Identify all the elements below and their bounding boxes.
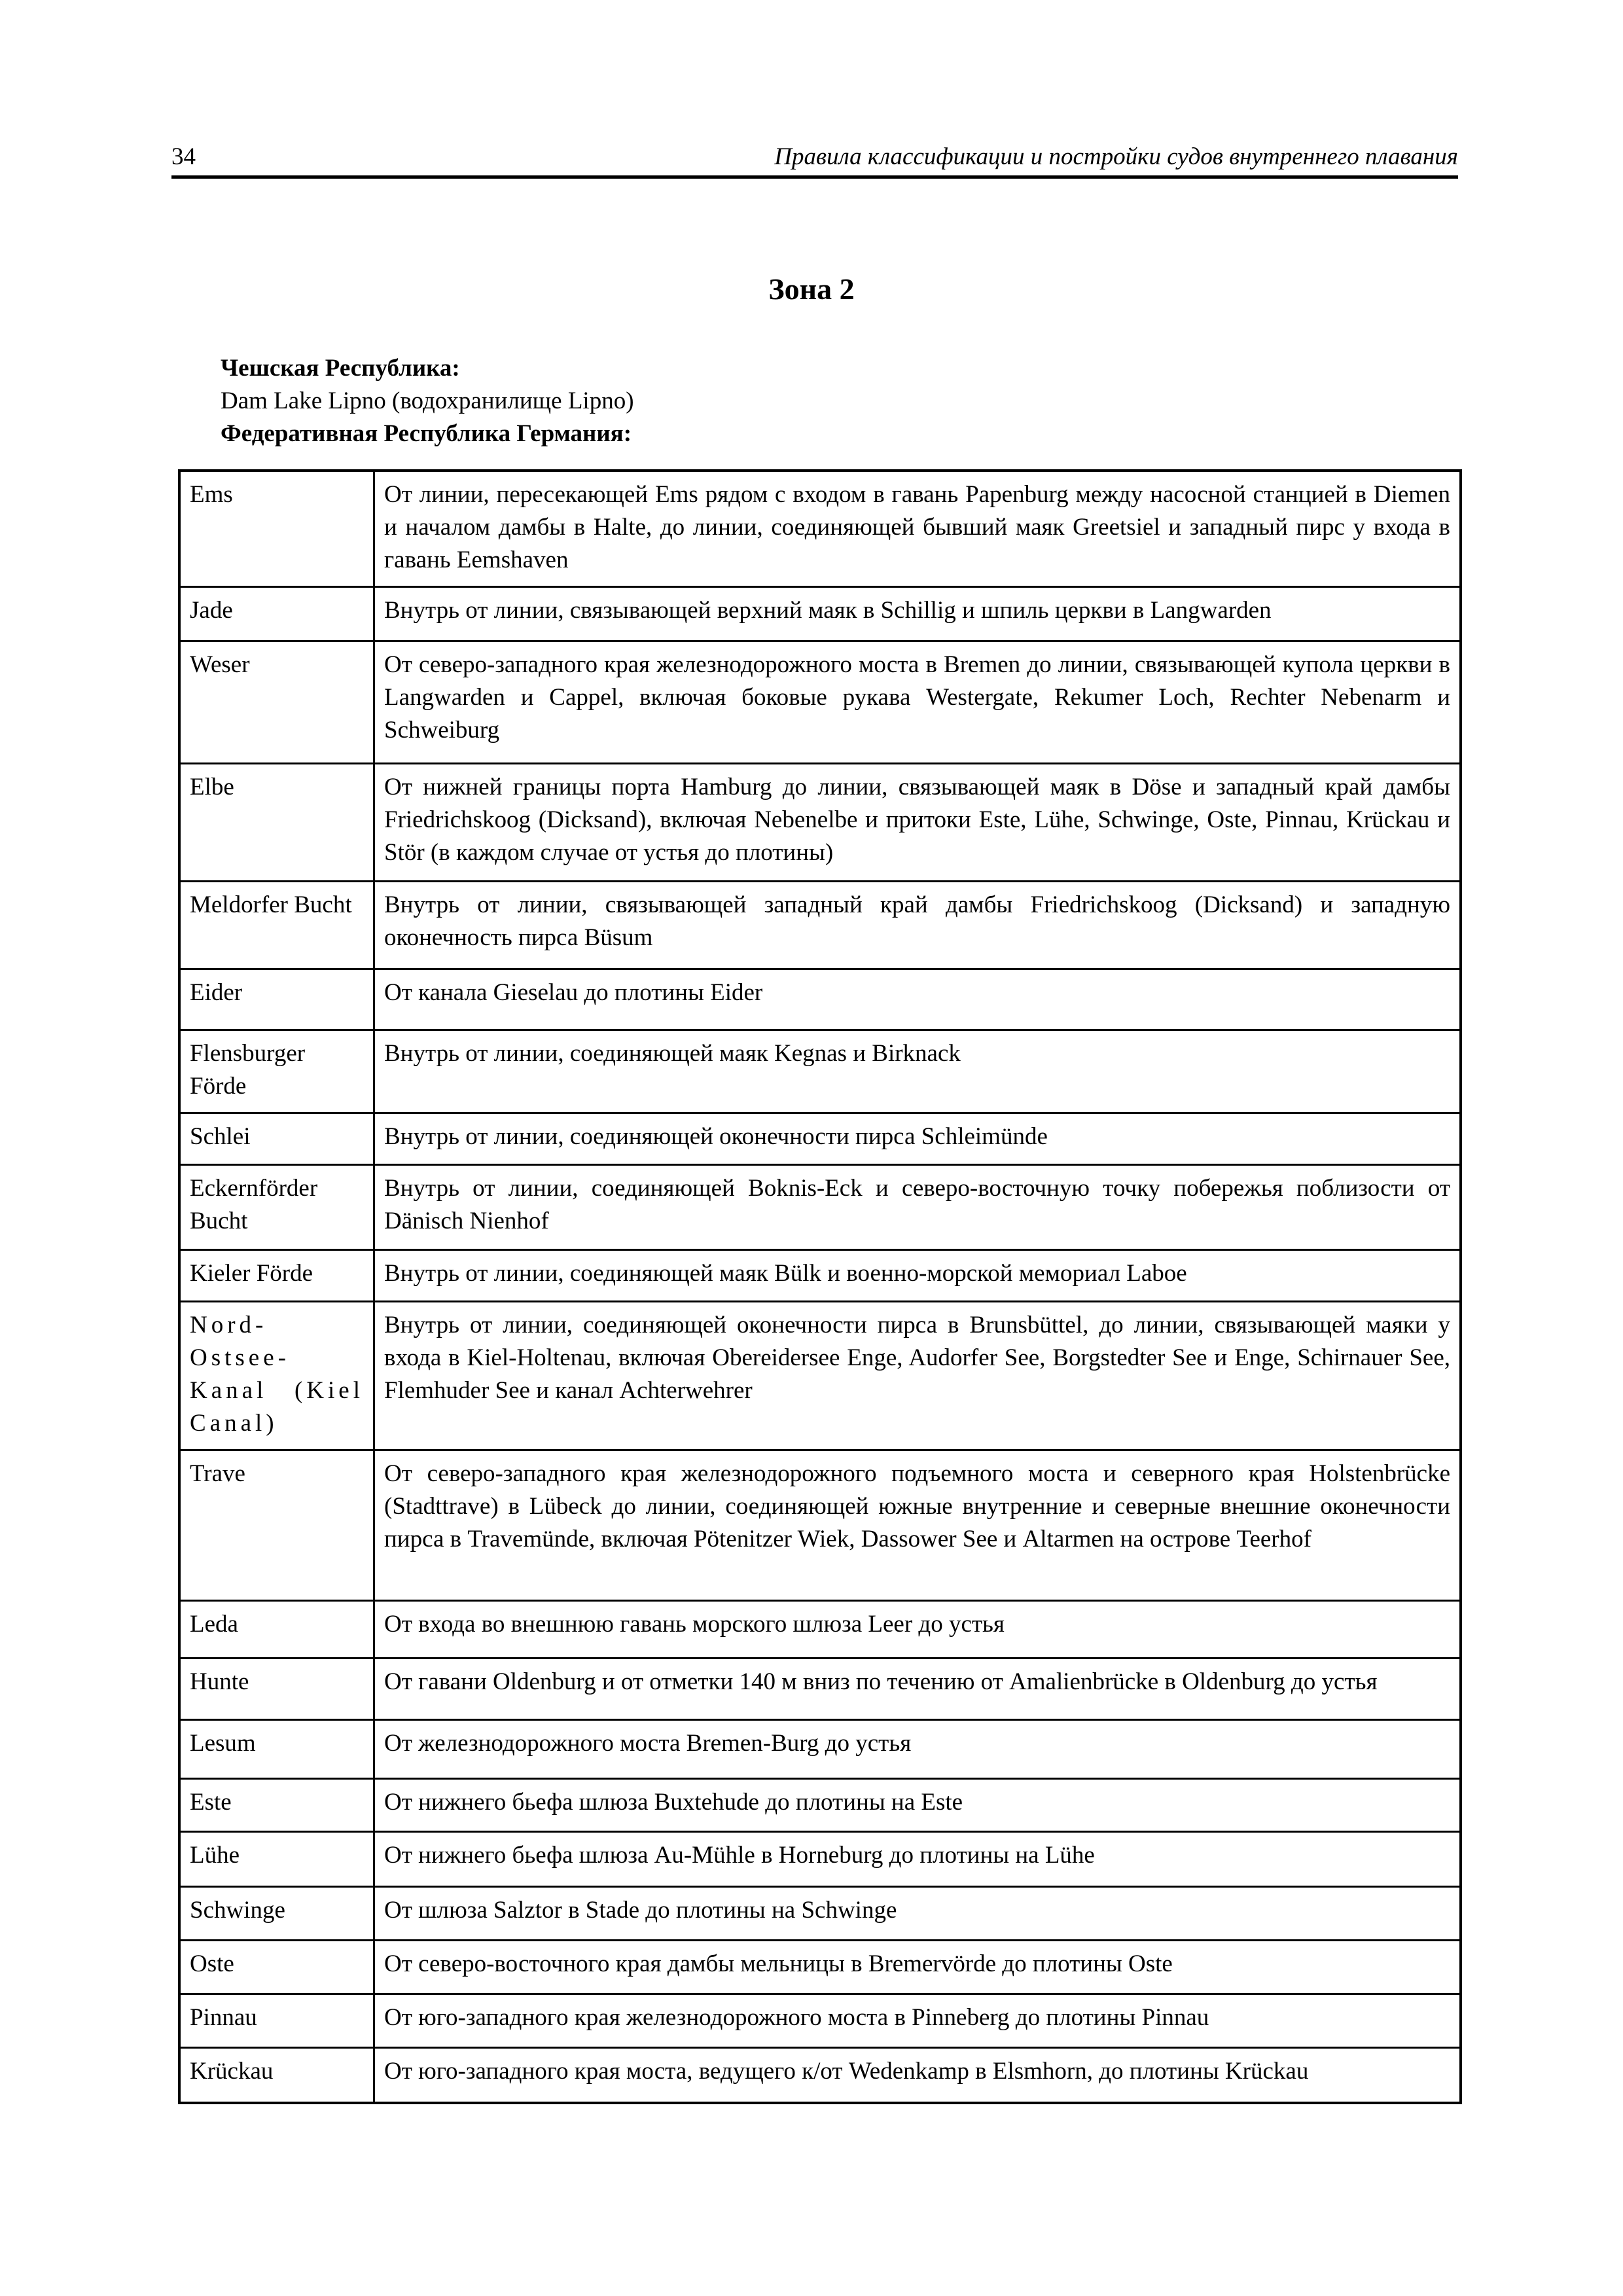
waterway-boundary: От шлюза Salztor в Stade до плотины на Schwinge bbox=[374, 1887, 1461, 1941]
country-germany-label: Федеративная Республика Германия: bbox=[221, 420, 632, 447]
table-row bbox=[179, 1779, 1461, 1832]
waterway-name: Schwinge bbox=[179, 1887, 374, 1941]
country-czech-item: Dam Lake Lipno (водохранилище Lipno) bbox=[221, 387, 634, 414]
table-row bbox=[179, 764, 1461, 882]
waterways-table bbox=[178, 469, 1462, 2104]
waterway-boundary: От линии, пересекающей Ems рядом с входом в гавань Papenburg между насосной станцией в Diemen и началом дамбы в Halte, до линии, соединяющей бывший маяк Greetsiel и западный пирс у входа в гавань Eemshaven bbox=[374, 471, 1461, 587]
waterway-boundary: От юго-западного края железнодорожного моста в Pinneberg до плотины Pinnau bbox=[374, 1994, 1461, 2048]
table-row bbox=[179, 1450, 1461, 1601]
waterway-name: Leda bbox=[179, 1601, 374, 1659]
waterway-boundary: Внутрь от линии, соединяющей маяк Kegnas и Birknack bbox=[374, 1030, 1461, 1113]
waterway-boundary: От нижнего бьефа шлюза Buxtehude до плотины на Este bbox=[374, 1779, 1461, 1832]
table-row bbox=[179, 1601, 1461, 1659]
waterway-boundary: Внутрь от линии, соединяющей оконечности пирса в Brunsbüttel, до линии, связывающей маяки у входа в Kiel-Holtenau, включая Obereidersee Enge, Audorfer See, Borgstedter See и Enge, Schirnauer See, Flemhuder See и канал Achterwehrer bbox=[374, 1302, 1461, 1450]
waterway-name: Hunte bbox=[179, 1659, 374, 1720]
table-row bbox=[179, 1302, 1461, 1450]
zone-title: Зона 2 bbox=[768, 272, 855, 306]
table-row bbox=[179, 1030, 1461, 1113]
table-row bbox=[179, 1832, 1461, 1887]
waterway-name: Eider bbox=[179, 969, 374, 1030]
waterway-boundary: От нижней границы порта Hamburg до линии, связывающей маяк в Döse и западный край дамбы Friedrichskoog (Dicksand), включая Nebenelbe и притоки Este, Lühe, Schwinge, Oste, Pinnau, Krückau и Stör (в каждом случае от устья до плотины) bbox=[374, 764, 1461, 882]
table-row bbox=[179, 1994, 1461, 2048]
waterway-name: Este bbox=[179, 1779, 374, 1832]
waterway-boundary: Внутрь от линии, соединяющей оконечности пирса Schleimünde bbox=[374, 1113, 1461, 1165]
waterway-boundary: Внутрь от линии, соединяющей маяк Bülk и военно-морской мемориал Laboe bbox=[374, 1250, 1461, 1302]
running-header bbox=[171, 143, 1458, 179]
waterway-boundary: От входа во внешнюю гавань морского шлюза Leer до устья bbox=[374, 1601, 1461, 1659]
table-row bbox=[179, 1250, 1461, 1302]
table-row bbox=[179, 1113, 1461, 1165]
table-row bbox=[179, 641, 1461, 764]
waterway-boundary: От нижнего бьефа шлюза Au-Mühle в Horneburg до плотины на Lühe bbox=[374, 1832, 1461, 1887]
waterway-name: Flensburger Förde bbox=[179, 1030, 374, 1113]
waterway-name: Jade bbox=[179, 587, 374, 641]
waterway-boundary: Внутрь от линии, соединяющей Boknis-Eck и северо-восточную точку побережья поблизости от Dänisch Nienhof bbox=[374, 1165, 1461, 1250]
waterway-name: Kieler Förde bbox=[179, 1250, 374, 1302]
waterway-name: Oste bbox=[179, 1941, 374, 1994]
waterway-boundary: От железнодорожного моста Bremen-Burg до устья bbox=[374, 1720, 1461, 1779]
waterway-name: Trave bbox=[179, 1450, 374, 1601]
page-number: 34 bbox=[171, 143, 196, 170]
waterway-name: Nord-Ostsee-Kanal (Kiel Canal) bbox=[179, 1302, 374, 1450]
table-row bbox=[179, 1659, 1461, 1720]
waterway-name: Schlei bbox=[179, 1113, 374, 1165]
intro-block bbox=[221, 352, 634, 450]
waterway-boundary: От северо-западного края железнодорожного моста в Bremen до линии, связывающей купола церкви в Langwarden и Cappel, включая боковые рукава Westergate, Rekumer Loch, Rechter Nebenarm и Schweiburg bbox=[374, 641, 1461, 764]
table-row bbox=[179, 1165, 1461, 1250]
table-row bbox=[179, 2048, 1461, 2103]
waterway-name: Krückau bbox=[179, 2048, 374, 2103]
waterway-boundary: От северо-западного края железнодорожного подъемного моста и северного края Holstenbrücke (Stadttrave) в Lübeck до линии, соединяющей южные внутренние и северные внешние оконечности пирса в Travemünde, включая Pötenitzer Wiek, Dassower See и Altarmen на острове Teerhof bbox=[374, 1450, 1461, 1601]
country-czech-label: Чешская Республика: bbox=[221, 355, 460, 382]
table-row bbox=[179, 1720, 1461, 1779]
waterway-boundary: От юго-западного края моста, ведущего к/от Wedenkamp в Elsmhorn, до плотины Krückau bbox=[374, 2048, 1461, 2103]
waterway-name: Lesum bbox=[179, 1720, 374, 1779]
waterway-name: Eckernförder Bucht bbox=[179, 1165, 374, 1250]
waterway-boundary: От северо-восточного края дамбы мельницы в Bremervörde до плотины Oste bbox=[374, 1941, 1461, 1994]
waterway-boundary: От канала Gieselau до плотины Eider bbox=[374, 969, 1461, 1030]
waterway-name: Ems bbox=[179, 471, 374, 587]
waterway-boundary: Внутрь от линии, связывающей верхний маяк в Schillig и шпиль церкви в Langwarden bbox=[374, 587, 1461, 641]
waterway-name: Meldorfer Bucht bbox=[179, 882, 374, 969]
waterway-name: Pinnau bbox=[179, 1994, 374, 2048]
table-row bbox=[179, 882, 1461, 969]
table-row bbox=[179, 1941, 1461, 1994]
waterway-boundary: Внутрь от линии, связывающей западный край дамбы Friedrichskoog (Dicksand) и западную оконечность пирса Büsum bbox=[374, 882, 1461, 969]
waterway-name: Lühe bbox=[179, 1832, 374, 1887]
table-row bbox=[179, 969, 1461, 1030]
table-row bbox=[179, 471, 1461, 587]
running-title: Правила классификации и постройки судов внутреннего плавания bbox=[774, 143, 1458, 170]
waterway-name: Elbe bbox=[179, 764, 374, 882]
table-row bbox=[179, 1887, 1461, 1941]
table-row bbox=[179, 587, 1461, 641]
waterway-name: Weser bbox=[179, 641, 374, 764]
waterway-boundary: От гавани Oldenburg и от отметки 140 м вниз по течению от Amalienbrücke в Oldenburg до устья bbox=[374, 1659, 1461, 1720]
